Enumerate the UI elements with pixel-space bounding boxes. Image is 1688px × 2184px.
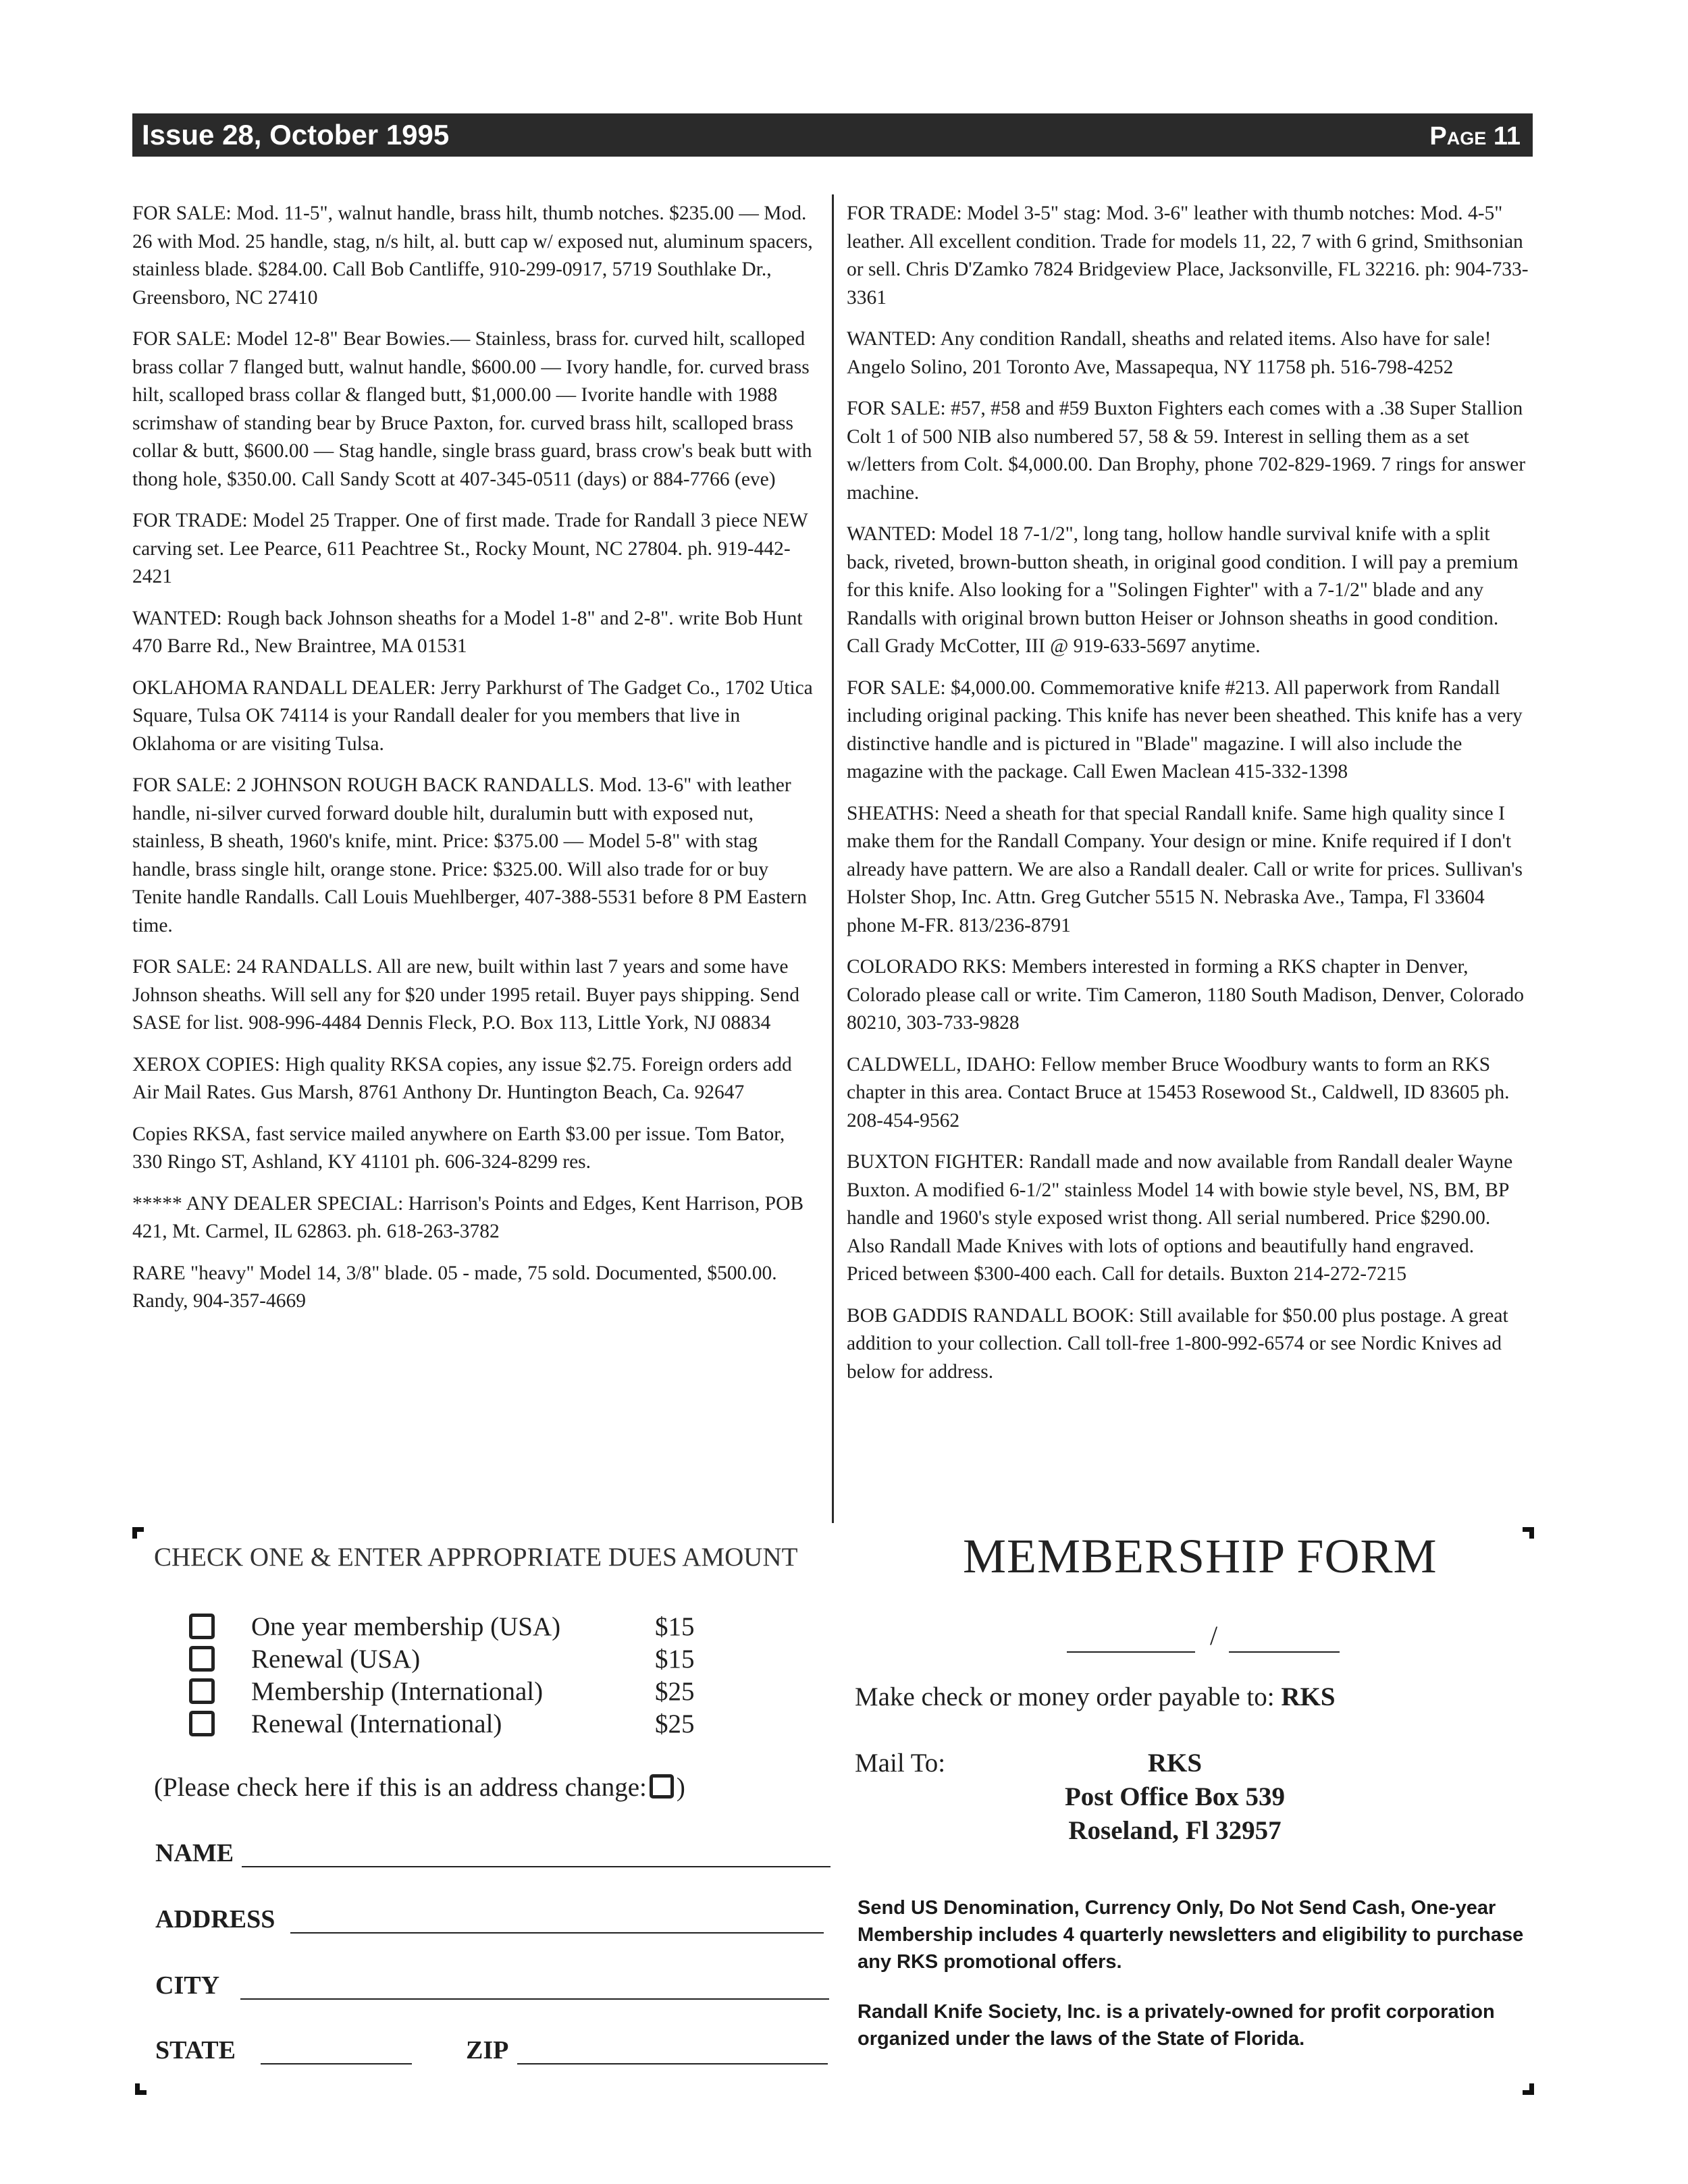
option-label: One year membership (USA): [251, 1612, 561, 1641]
state-label: STATE: [155, 2036, 236, 2065]
classified-column-left: [132, 200, 814, 1329]
classified-ad: ***** ANY DEALER SPECIAL: Harrison's Points and Edges, Kent Harrison, POB 421, Mt. Carmel, IL 62863. ph. 618-263-3782: [132, 1192, 804, 1242]
option-renewal-usa: [189, 1643, 743, 1676]
address-change-checkbox[interactable]: [650, 1774, 674, 1799]
classified-ad: FOR SALE: Model 12-8" Bear Bowies.— Stainless, brass for. curved hilt, scalloped brass collar 7 flanged butt, walnut handle, $600.00 — Ivory handle, for. curved brass hilt, scalloped brass collar & flanged butt, $1,000.00 — Ivorite handle with 1988 scrimshaw of standing bear by Bruce Paxton, for. curved brass hilt, scalloped brass collar & butt, $600.00 — Stag handle, single brass guard, brass crow's beak butt with thong hole, $350.00. Call Sandy Scott at 407-345-0511 (days) or 884-7766 (eve): [132, 328, 812, 490]
header-bar: [132, 113, 1533, 157]
date-field-month[interactable]: [1067, 1651, 1195, 1653]
page-number: Page 11: [1429, 122, 1521, 151]
option-label: Membership (International): [251, 1677, 544, 1706]
option-price: $25: [655, 1709, 695, 1738]
mail-address-line: RKS: [1147, 1749, 1203, 1778]
name-field[interactable]: [242, 1846, 830, 1867]
crop-mark: [1523, 2083, 1534, 2095]
address-change-label: (Please check here if this is an address change:: [154, 1773, 647, 1802]
checkbox-one-year-usa[interactable]: [189, 1614, 215, 1639]
dues-instructions: CHECK ONE & ENTER APPROPRIATE DUES AMOUNT: [154, 1543, 798, 1572]
classified-ad: FOR TRADE: Model 3-5" stag: Mod. 3-6" leather with thumb notches: Mod. 4-5" leather. All excellent condition. Trade for models 11, 22, 7 with 6 grind, Smithsonian or sell. Chris D'Zamko 7824 Bridgeview Place, Jacksonville, FL 32216. ph: 904-733-3361: [847, 203, 1529, 309]
crop-mark: [135, 2083, 147, 2095]
option-renewal-international: [189, 1708, 743, 1740]
classified-ad: WANTED: Any condition Randall, sheaths and related items. Also have for sale! Angelo Solino, 201 Toronto Ave, Massapequa, NY 11758 ph. 516-798-4252: [847, 328, 1492, 378]
classified-ad: XEROX COPIES: High quality RKSA copies, any issue $2.75. Foreign orders add Air Mail Rates. Gus Marsh, 8761 Anthony Dr. Huntington Beach, Ca. 92647: [132, 1053, 792, 1103]
classified-ad: FOR SALE: Mod. 11-5", walnut handle, brass hilt, thumb notches. $235.00 — Mod. 26 with Mod. 25 handle, stag, n/s hilt, al. butt cap w/ exposed nut, aluminum spacers, stainless blade. $284.00. Call Bob Cantliffe, 910-299-0917, 5719 Southlake Dr., Greensboro, NC 27410: [132, 203, 813, 309]
crop-mark: [132, 1527, 144, 1539]
zip-label: ZIP: [466, 2036, 509, 2065]
classified-ad: WANTED: Rough back Johnson sheaths for a Model 1-8" and 2-8". write Bob Hunt 470 Barre Rd., New Braintree, MA 01531: [132, 607, 803, 657]
address-change-close: ): [676, 1773, 685, 1802]
classified-ad: BUXTON FIGHTER: Randall made and now available from Randall dealer Wayne Buxton. A modified 6-1/2" stainless Model 14 with bowie style bevel, NS, BM, BP handle and 1960's style exposed wrist thong. All serial numbered. Price $290.00. Also Randall Made Knives with lots of options and beautifully hand engraved. Priced between $300-400 each. Call for details. Buxton 214-272-7215: [847, 1151, 1513, 1285]
zip-field[interactable]: [517, 2043, 828, 2065]
classified-ad: CALDWELL, IDAHO: Fellow member Bruce Woodbury wants to form an RKS chapter in this area. Contact Bruce at 15453 Rosewood St., Caldwell, ID 83605 ph. 208-454-9562: [847, 1053, 1510, 1131]
classified-ad: OKLAHOMA RANDALL DEALER: Jerry Parkhurst of The Gadget Co., 1702 Utica Square, Tulsa OK 74114 is your Randall dealer for you members that live in Oklahoma or are visiting Tulsa.: [132, 676, 813, 755]
payable-to: RKS: [1281, 1682, 1336, 1711]
state-field[interactable]: [261, 2043, 412, 2065]
mail-address-line: Post Office Box 539: [1064, 1782, 1285, 1811]
column-divider: [832, 194, 834, 1523]
classified-ad: COLORADO RKS: Members interested in forming a RKS chapter in Denver, Colorado please call or write. Tim Cameron, 1180 South Madison, Denver, Colorado 80210, 303-733-9828: [847, 956, 1525, 1034]
date-field-year[interactable]: [1229, 1651, 1340, 1653]
payable-label: Make check or money order payable to:: [855, 1682, 1282, 1711]
classified-column-right: [847, 200, 1529, 1400]
name-label: NAME: [155, 1839, 234, 1867]
mail-to-label: Mail To:: [855, 1749, 946, 1778]
option-label: Renewal (International): [251, 1709, 502, 1738]
classified-ad: FOR TRADE: Model 25 Trapper. One of first made. Trade for Randall 3 piece NEW carving set. Lee Pearce, 611 Peachtree St., Rocky Mount, NC 27804. ph. 919-442-2421: [132, 510, 808, 587]
option-label: Renewal (USA): [251, 1645, 421, 1674]
membership-form-title: MEMBERSHIP FORM: [963, 1529, 1438, 1583]
classified-ad: BOB GADDIS RANDALL BOOK: Still available for $50.00 plus postage. A great addition to your collection. Call toll-free 1-800-992-6574 or see Nordic Knives ad below for address.: [847, 1304, 1508, 1383]
checkbox-membership-international[interactable]: [189, 1678, 215, 1704]
checkbox-renewal-usa[interactable]: [189, 1646, 215, 1672]
issue-title: Issue 28, October 1995: [142, 119, 450, 151]
option-price: $15: [655, 1645, 695, 1674]
classified-ad: FOR SALE: 2 JOHNSON ROUGH BACK RANDALLS. Mod. 13-6" with leather handle, ni-silver curved forward double hilt, duralumin butt with exposed nut, stainless, B sheath, 1960's knife, mint. Price: $375.00 — Model 5-8" with stag handle, brass single hilt, orange stone. Price: $325.00. Will also trade for or buy Tenite handle Randalls. Call Louis Muehlberger, 407-388-5531 before 8 PM Eastern time.: [132, 774, 807, 936]
option-membership-international: [189, 1676, 743, 1708]
classified-ad: Copies RKSA, fast service mailed anywhere on Earth $3.00 per issue. Tom Bator, 330 Ringo ST, Ashland, KY 41101 ph. 606-324-8299 res.: [132, 1123, 785, 1173]
option-one-year-usa: [189, 1611, 743, 1643]
option-price: $25: [655, 1677, 695, 1706]
address-field[interactable]: [290, 1912, 824, 1934]
mail-address-line: Roseland, Fl 32957: [1068, 1816, 1282, 1845]
city-label: CITY: [155, 1971, 220, 2000]
crop-mark: [1523, 1527, 1534, 1539]
address-change-row: [154, 1772, 685, 1804]
classified-ad: FOR SALE: $4,000.00. Commemorative knife #213. All paperwork from Randall including original packing. This knife has never been sheathed. This knife has a very distinctive handle and is pictured in "Blade" magazine. I will also include the magazine with the package. Call Ewen Maclean 415-332-1398: [847, 676, 1523, 782]
date-separator: /: [1210, 1620, 1218, 1651]
payable-instruction: [855, 1681, 1336, 1713]
classified-ad: FOR SALE: #57, #58 and #59 Buxton Fighters each comes with a .38 Super Stallion Colt 1 of 500 NIB also numbered 57, 58 & 59. Interest in selling them as a set w/letters from Colt. $4,000.00. Dan Brophy, phone 702-829-1969. 7 rings for answer machine.: [847, 398, 1526, 504]
option-price: $15: [655, 1612, 695, 1641]
corporation-notice: Randall Knife Society, Inc. is a privately-owned for profit corporation organized under the laws of the State of Florida.: [858, 2001, 1495, 2050]
checkbox-renewal-international[interactable]: [189, 1711, 215, 1736]
classified-ad: RARE "heavy" Model 14, 3/8" blade. 05 - made, 75 sold. Documented, $500.00. Randy, 904-357-4669: [132, 1262, 777, 1312]
classified-ad: FOR SALE: 24 RANDALLS. All are new, built within last 7 years and some have Johnson sheaths. Will sell any for $20 under 1995 retail. Buyer pays shipping. Send SASE for list. 908-996-4484 Dennis Fleck, P.O. Box 113, Little York, NJ 08834: [132, 956, 800, 1034]
classified-ad: WANTED: Model 18 7-1/2", long tang, hollow handle survival knife with a split back, riveted, brown-button sheath, in original good condition. I will pay a premium for this knife. Also looking for a "Solingen Fighter" with a 7-1/2" blade and any Randalls with original brown button Heiser or Johnson sheaths in good condition. Call Grady McCotter, III @ 919-633-5697 anytime.: [847, 523, 1519, 657]
city-field[interactable]: [240, 1978, 829, 2000]
address-label: ADDRESS: [155, 1905, 275, 1934]
classified-ad: SHEATHS: Need a sheath for that special Randall knife. Same high quality since I make them for the Randall Company. Your design or mine. Knife required if I don't already have pattern. We are also a Randall dealer. Call or write for prices. Sullivan's Holster Shop, Inc. Attn. Greg Gutcher 5515 N. Nebraska Ave., Tampa, Fl 33604 phone M-FR. 813/236-8791: [847, 802, 1523, 936]
currency-notice: Send US Denomination, Currency Only, Do Not Send Cash, One-year Membership includes 4 quarterly newsletters and eligibility to purchase any RKS promotional offers.: [858, 1897, 1524, 1973]
